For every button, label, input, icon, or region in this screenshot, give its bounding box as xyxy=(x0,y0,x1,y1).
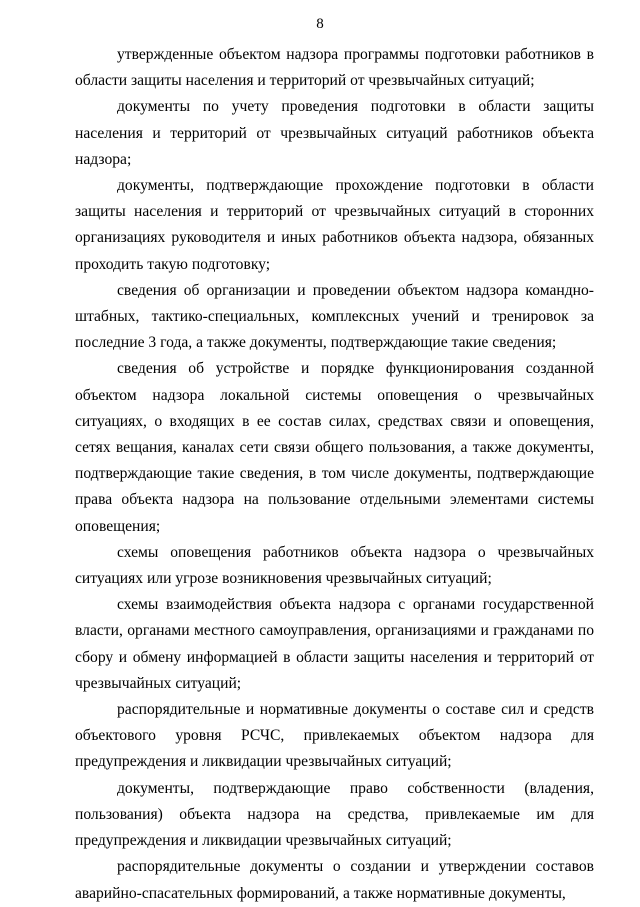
paragraph-10: распорядительные документы о создании и утверждении составов аварийно-спасательных формирований, а также нормативные документы, xyxy=(75,858,594,902)
paragraph-4: сведения об организации и проведении объектом надзора командно-штабных, тактико-специальных, комплексных учений и тренировок за последние 3 года, а также документы, подтверждающие такие сведения; xyxy=(75,281,594,352)
paragraph-9: документы, подтверждающие право собственности (владения, пользования) объекта надзора на средства, привлекаемые им для предупреждения и ликвидации чрезвычайных ситуаций; xyxy=(75,779,594,850)
paragraph-1: утвержденные объектом надзора программы подготовки работников в области защиты населения и территорий от чрезвычайных ситуаций; xyxy=(75,46,594,90)
page-number: 8 xyxy=(316,16,324,32)
paragraph-6: схемы оповещения работников объекта надзора о чрезвычайных ситуациях или угрозе возникновения чрезвычайных ситуаций; xyxy=(75,543,594,588)
paragraph-5: сведения об устройстве и порядке функционирования созданной объектом надзора локальной системы оповещения о чрезвычайных ситуациях, о входящих в ее состав силах, средствах связи и оповещения, сетях вещания, каналах сети связи общего пользования, а также документы, подтверждающие такие сведения, в том числе документы, подтверждающие права объекта надзора на пользование отдельными элементами системы оповещения; xyxy=(75,360,594,535)
paragraph-7: схемы взаимодействия объекта надзора с органами государственной власти, органами местного самоуправления, организациями и гражданами по сбору и обмену информацией в области защиты населения и территорий от чрезвычайных ситуаций; xyxy=(75,596,594,692)
paragraph-8: распорядительные и нормативные документы о составе сил и средств объектового уровня РСЧС, привлекаемых объектом надзора для предупреждения и ликвидации чрезвычайных ситуаций; xyxy=(75,701,594,771)
paragraph-2: документы по учету проведения подготовки в области защиты населения и территорий от чрезвычайных ситуаций работников объекта надзора; xyxy=(75,98,594,168)
document-body xyxy=(75,42,594,907)
paragraph-3: документы, подтверждающие прохождение подготовки в области защиты населения и территорий от чрезвычайных ситуаций в сторонних организациях руководителя и иных работников объекта надзора, обязанных проходить такую подготовку; xyxy=(75,177,594,273)
